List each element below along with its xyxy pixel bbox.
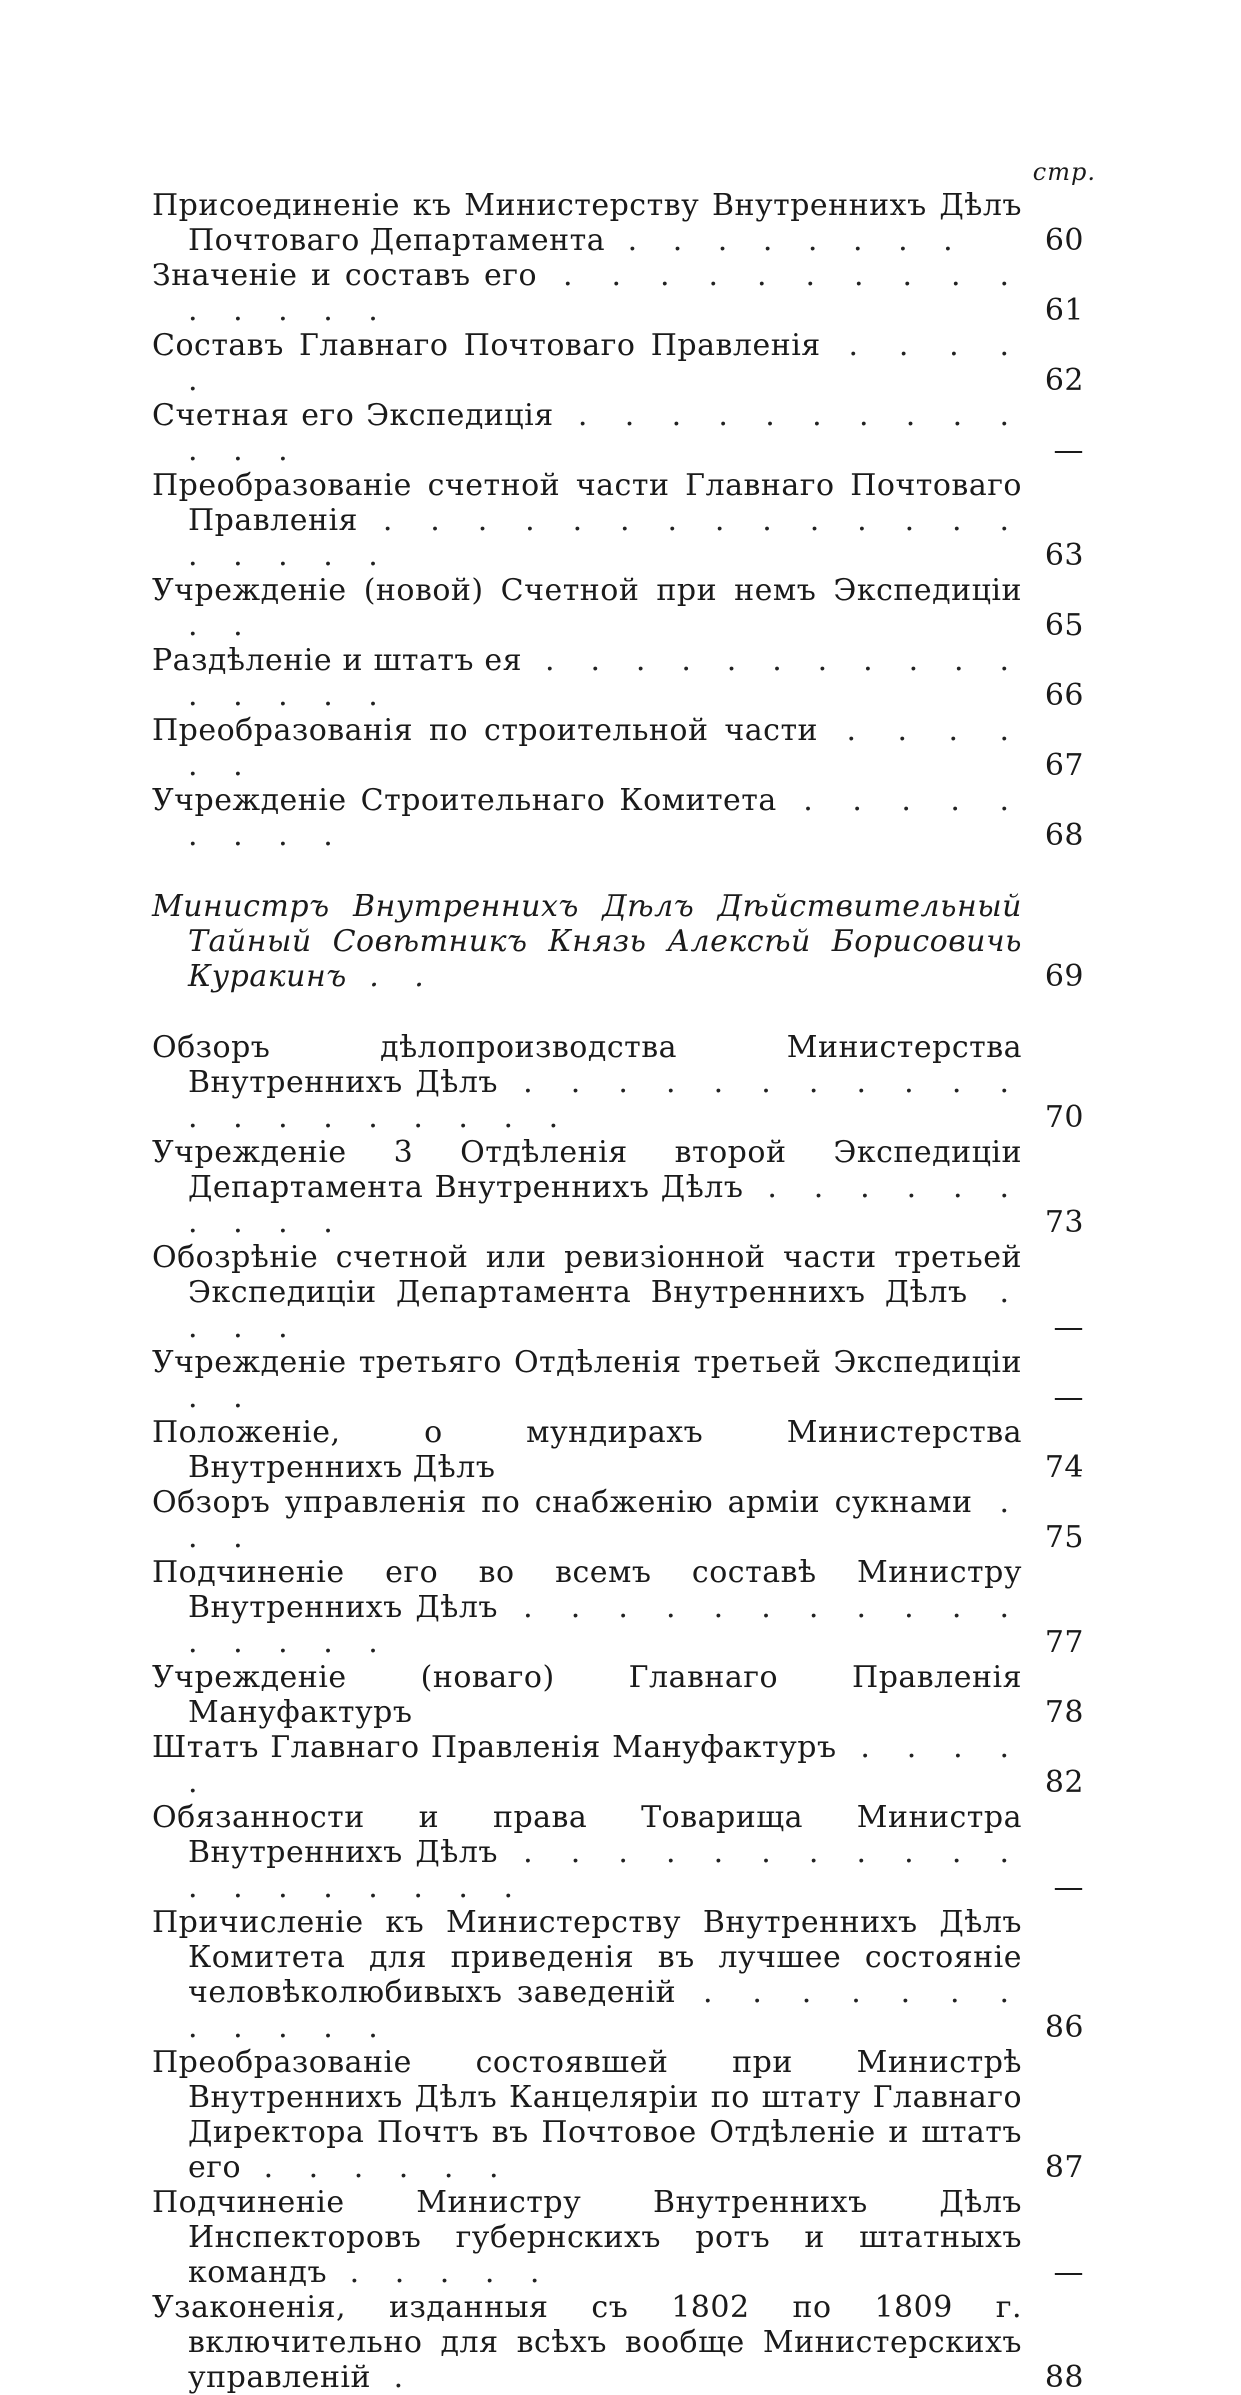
toc-page-number: 65 (1044, 608, 1084, 643)
toc-entry (152, 398, 1092, 468)
toc-entry-text: Обязанности и права Товарища Министра Внутреннихъ Дѣлъ (152, 1800, 1022, 1870)
leader-dots: . . . . . . . . . . . . . (188, 398, 1022, 468)
toc-entry (152, 258, 1092, 328)
toc-entry-text: Обозрѣніе счетной или ревизіонной части третьей Экспедиціи Департамента Внутреннихъ Дѣлъ (152, 1240, 1022, 1310)
toc-entry-text: Подчиненіе Министру Внутреннихъ Дѣлъ Инспекторовъ губернскихъ ротъ и штатныхъ командъ (152, 2185, 1022, 2290)
leader-dots: . . . . . (188, 1730, 1022, 1800)
toc-entry (152, 1800, 1092, 1905)
toc-page-number: 74 (1044, 1450, 1084, 1485)
toc-entry-text: Значеніе и составъ его (152, 258, 538, 293)
toc-entry (152, 328, 1092, 398)
toc-entry-text: Министръ Внутреннихъ Дѣлъ Дѣйствительный Тайный Совѣтникъ Князь Алексѣй Борисовичь Куракинъ (152, 889, 1022, 994)
toc-entry-text: Обзоръ управленія по снабженію арміи сукнами (152, 1485, 973, 1520)
toc-entry-text: Учрежденіе третьяго Отдѣленія третьей Экспедиціи (152, 1345, 1022, 1380)
toc-entry (152, 2290, 1092, 2395)
toc-entry-text: Преобразованіе счетной части Главнаго Почтоваго Правленія (152, 468, 1022, 538)
leader-dots: . (371, 2360, 417, 2395)
toc-page-number: — (1053, 433, 1084, 468)
toc-entry-text: Положеніе, о мундирахъ Министерства Внутреннихъ Дѣлъ (152, 1415, 1022, 1485)
leader-dots: . . . . . . . . . . (188, 1170, 1023, 1240)
toc-entry (152, 1730, 1092, 1800)
toc-entry-text: Узаконенія, изданныя съ 1802 по 1809 г. включительно для всѣхъ вообще Министерскихъ управленій (152, 2290, 1022, 2395)
toc-page-number: 75 (1044, 1520, 1084, 1555)
leader-dots: . . . . . . . . (605, 223, 966, 258)
toc-page-number: 88 (1044, 2360, 1084, 2395)
toc-page-number: — (1053, 1870, 1084, 1905)
leader-dots: . . . . . . . . . . . . (188, 1975, 1022, 2045)
toc-page-number: 82 (1044, 1765, 1084, 1800)
toc-entry (152, 1660, 1092, 1730)
toc-entry-text: Учрежденіе (новой) Счетной при немъ Экспедиціи (152, 573, 1022, 608)
leader-dots: . . . . . (327, 2255, 553, 2290)
toc-entry-text: Учрежденіе Строительнаго Комитета (152, 783, 777, 818)
toc-page-number: 69 (1044, 959, 1084, 994)
leader-dots: . . . . . . . . . . . . . . . . . . . . (188, 1065, 1022, 1135)
toc-page-number: — (1053, 1380, 1084, 1415)
toc-page-number: 67 (1044, 748, 1084, 783)
toc-entry (152, 468, 1092, 573)
toc-entry (152, 643, 1092, 713)
toc-page-number: 63 (1044, 538, 1084, 573)
toc-entry-text: Раздѣленіе и штатъ ея (152, 643, 523, 678)
toc-entry (152, 573, 1092, 643)
leader-dots: . . . . . . . . . . . . . . . . . . . (188, 1835, 1022, 1905)
toc-page-number: 87 (1044, 2150, 1084, 2185)
toc-entry-minister (152, 889, 1092, 994)
toc-page-number: 66 (1044, 678, 1084, 713)
toc-page-number: 77 (1044, 1625, 1084, 1660)
toc-entry-text: Причисленіе къ Министерству Внутреннихъ Дѣлъ Комитета для приведенія въ лучшее состояніе человѣколюбивыхъ заведеній (152, 1905, 1022, 2010)
toc-entry (152, 2185, 1092, 2290)
toc-entry-text: Счетная его Экспедиція (152, 398, 554, 433)
leader-dots: . . . . . . . . . (188, 783, 1022, 853)
toc-page-number: 70 (1044, 1100, 1084, 1135)
toc-entry (152, 1240, 1092, 1345)
leader-dots: . . . . . . . . . . . . . . . . . . . (188, 503, 1022, 573)
toc-entry (152, 188, 1092, 258)
toc-entry (152, 1415, 1092, 1485)
toc-entry (152, 713, 1092, 783)
toc-entry (152, 1030, 1092, 1135)
table-of-contents (152, 188, 1092, 2395)
leader-dots: . . . . . . (188, 713, 1022, 783)
toc-page-number: 86 (1044, 2010, 1084, 2045)
toc-entry (152, 1485, 1092, 1555)
toc-entry (152, 1555, 1092, 1660)
toc-page-number: 62 (1044, 363, 1084, 398)
page-column-header: стр. (1032, 158, 1096, 186)
toc-entry (152, 1135, 1092, 1240)
toc-entry-text: Обзоръ дѣлопроизводства Министерства Внутреннихъ Дѣлъ (152, 1030, 1022, 1100)
toc-entry-text: Преобразованіе состоявшей при Министрѣ Внутреннихъ Дѣлъ Канцеляріи по штату Главнаго Директора Почтъ въ Почтовое Отдѣленіе и штатъ его (152, 2045, 1022, 2185)
leader-dots: . . . . . . (241, 2150, 512, 2185)
toc-page-number: 68 (1044, 818, 1084, 853)
toc-entry (152, 783, 1092, 853)
toc-entry-text: Штатъ Главнаго Правленія Мануфактуръ (152, 1730, 837, 1765)
leader-dots: . . . . (188, 1275, 1022, 1345)
leader-dots: . . (188, 608, 256, 643)
toc-page-number: 78 (1044, 1695, 1084, 1730)
leader-dots: . . . . . . . . . . . . . . . . (188, 1590, 1022, 1660)
leader-dots: . . (346, 959, 437, 994)
toc-entry-text: Учрежденіе 3 Отдѣленія второй Экспедиціи Департамента Внутреннихъ Дѣлъ (152, 1135, 1022, 1205)
leader-dots: . . . . . (188, 328, 1022, 398)
toc-entry (152, 1345, 1092, 1415)
toc-entry (152, 2045, 1092, 2185)
toc-page-number: 73 (1044, 1205, 1084, 1240)
leader-dots: . . . . . . . . . . . . . . . (188, 258, 1023, 328)
leader-dots: . . (188, 1380, 256, 1415)
toc-entry-text: Учрежденіе (новаго) Главнаго Правленія Мануфактуръ (152, 1660, 1022, 1730)
toc-page-number: — (1053, 2255, 1084, 2290)
toc-entry-text: Подчиненіе его во всемъ составѣ Министру Внутреннихъ Дѣлъ (152, 1555, 1022, 1625)
toc-page-number: 61 (1044, 293, 1084, 328)
leader-dots: . . . (188, 1485, 1022, 1555)
toc-entry-text: Присоединеніе къ Министерству Внутреннихъ Дѣлъ Почтоваго Департамента (152, 188, 1022, 258)
toc-entry (152, 1905, 1092, 2045)
toc-entry-text: Составъ Главнаго Почтоваго Правленія (152, 328, 821, 363)
toc-page-number: 60 (1044, 223, 1084, 258)
leader-dots: . . . . . . . . . . . . . . . . (188, 643, 1022, 713)
toc-page-number: — (1053, 1310, 1084, 1345)
toc-entry-text: Преобразованія по строительной части (152, 713, 819, 748)
